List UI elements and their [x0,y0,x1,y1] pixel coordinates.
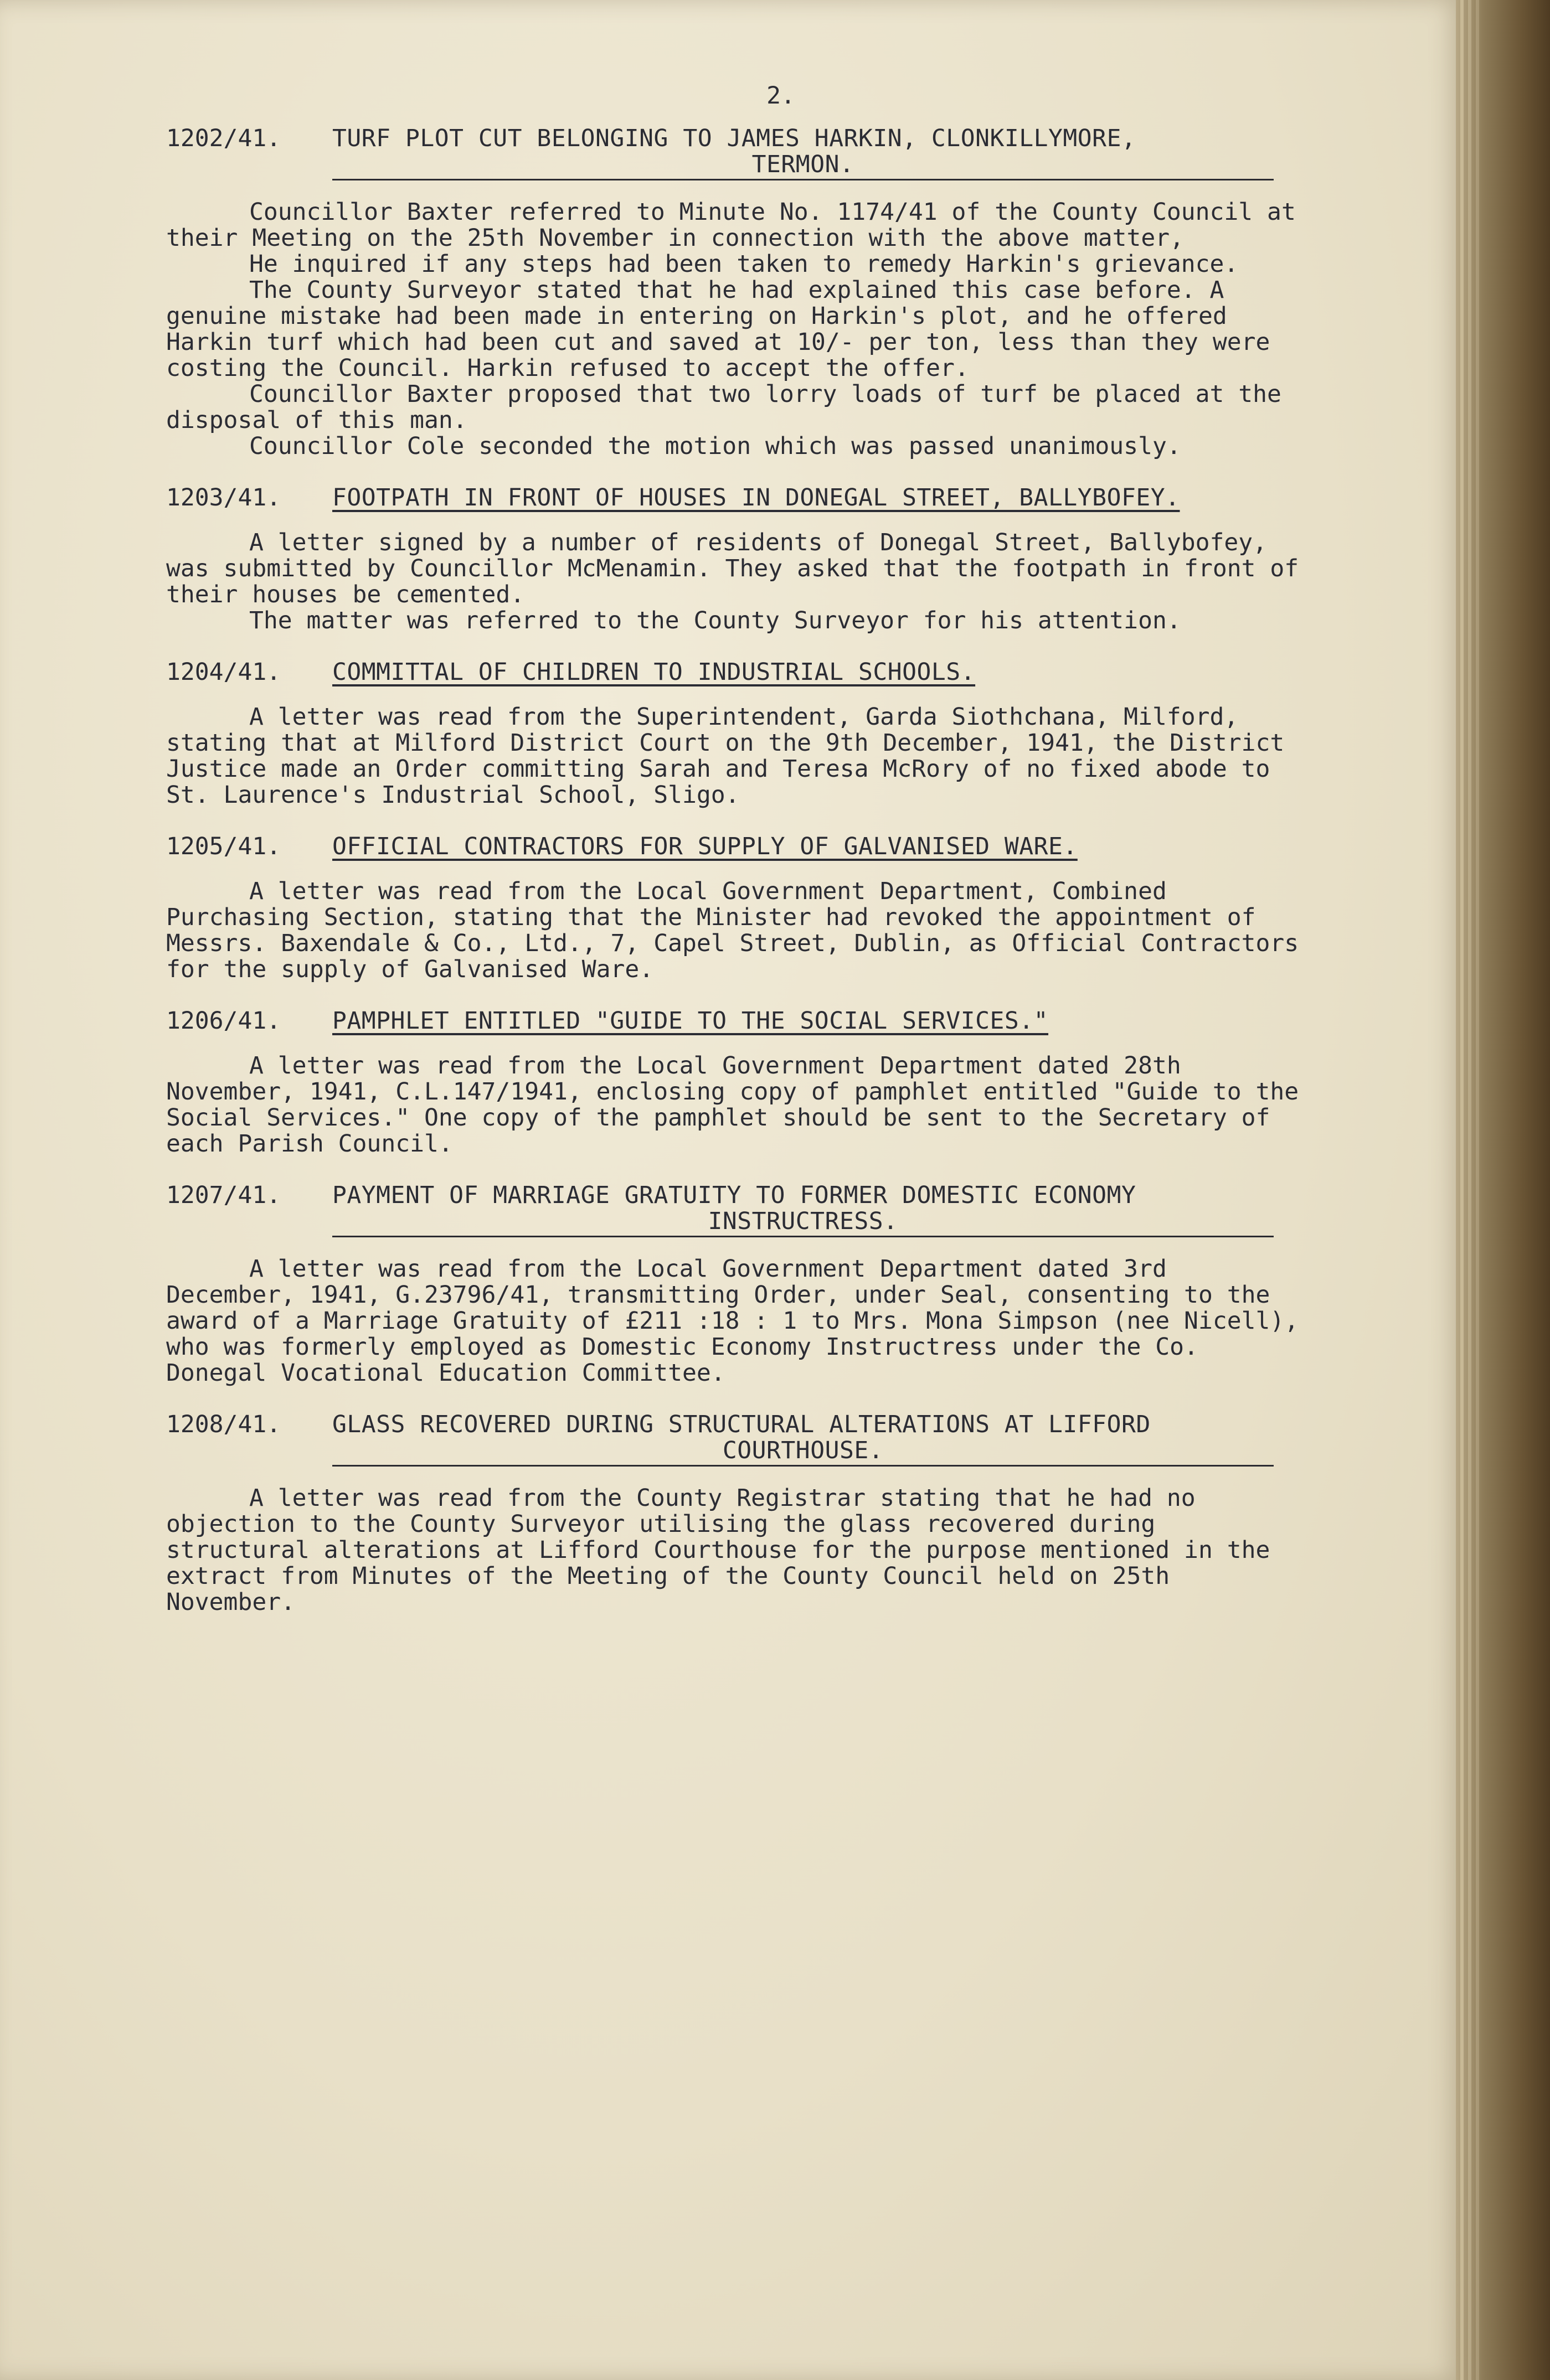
minute-item-1204 [166,659,1307,808]
minute-item-1202 [166,126,1307,460]
minute-title: FOOTPATH IN FRONT OF HOUSES IN DONEGAL STREET, BALLYBOFEY. [332,484,1180,512]
page-edge [1460,0,1464,2380]
minute-title [332,1183,1307,1237]
book-binding-edge [1456,0,1550,2380]
minute-number: 1208/41. [166,1411,281,1438]
minute-title-line2: INSTRUCTRESS. [332,1209,1274,1237]
paragraph: He inquired if any steps had been taken to remedy Harkin's grievance. [249,250,1239,278]
minute-item-1206 [166,1008,1307,1157]
paragraph: Councillor Baxter proposed that two lorry loads of turf be placed at the disposal of this man. [166,380,1281,434]
minute-item-1205 [166,834,1307,983]
minute-number: 1206/41. [166,1007,281,1035]
item-heading [166,1008,1307,1034]
minute-number: 1204/41. [166,658,281,686]
minute-title [332,1412,1307,1467]
item-heading [166,1412,1307,1467]
paragraph: A letter signed by a number of residents of Donegal Street, Ballybofey, was submitted by Councillor McMenamin. They asked that the footpath in front of their houses be cemented. [166,529,1299,608]
paragraph: The County Surveyor stated that he had explained this case before. A genuine mistake had been made in entering on Harkin's plot, and he offered Harkin turf which had been cut and saved at 10/- per ton, less than they were costing the Council. Harkin refused to accept the offer. [166,276,1270,382]
item-heading [166,659,1307,685]
page-edge [1468,0,1471,2380]
minute-number: 1202/41. [166,125,281,152]
paragraph: A letter was read from the Superintendent, Garda Siothchana, Milford, stating that at Milford District Court on the 9th December, 1941, the District Justice made an Order committing Sarah and Teresa McRory of no fixed abode to St. Laurence's Industrial School, Sligo. [166,703,1285,809]
page-number: 2. [766,82,795,110]
page-edge [1476,0,1479,2380]
minute-title [332,126,1307,180]
minute-title-line2: TERMON. [332,152,1274,180]
minute-title: OFFICIAL CONTRACTORS FOR SUPPLY OF GALVANISED WARE. [332,833,1078,860]
paragraph: Councillor Baxter referred to Minute No. 1174/41 of the County Council at their Meeting on the 25th November in connection with the above matter, [166,198,1296,252]
minute-number: 1205/41. [166,833,281,860]
minute-number: 1203/41. [166,484,281,512]
paragraph: A letter was read from the Local Government Department dated 28th November, 1941, C.L.147/1941, enclosing copy of pamphlet entitled "Guide to the Social Services." One copy of the pamphlet should be sent to the Secretary of each Parish Council. [166,1052,1299,1158]
paragraph: A letter was read from the Local Government Department, Combined Purchasing Section, stating that the Minister had revoked the appointment of Messrs. Baxendale & Co., Ltd., 7, Capel Street, Dublin, as Official Contractors for the supply of Galvanised Ware. [166,877,1299,983]
minute-item-1208 [166,1412,1307,1615]
item-heading [166,834,1307,860]
paragraph: A letter was read from the County Registrar stating that he had no objection to the County Surveyor utilising the glass recovered during structural alterations at Lifford Courthouse for the purpose mentioned in the extract from Minutes of the Meeting of the County Council held on 25th November. [166,1484,1270,1616]
minute-title-line2: COURTHOUSE. [332,1438,1274,1467]
minute-title-line1: TURF PLOT CUT BELONGING TO JAMES HARKIN, CLONKILLYMORE, [332,125,1136,152]
item-heading [166,1183,1307,1237]
item-heading [166,485,1307,511]
minutes-text [166,83,1307,1641]
minute-title: COMMITTAL OF CHILDREN TO INDUSTRIAL SCHOOLS. [332,658,976,686]
paragraph: Councillor Cole seconded the motion which was passed unanimously. [249,432,1181,460]
minute-item-1203 [166,485,1307,634]
minute-title-line1: PAYMENT OF MARRIAGE GRATUITY TO FORMER DOMESTIC ECONOMY [332,1181,1136,1209]
item-heading [166,126,1307,180]
paragraph: The matter was referred to the County Surveyor for his attention. [249,607,1181,634]
minute-item-1207 [166,1183,1307,1386]
minute-title-line1: GLASS RECOVERED DURING STRUCTURAL ALTERATIONS AT LIFFORD [332,1411,1151,1438]
minute-title: PAMPHLET ENTITLED "GUIDE TO THE SOCIAL SERVICES." [332,1007,1049,1035]
minute-number: 1207/41. [166,1181,281,1209]
paragraph: A letter was read from the Local Government Department dated 3rd December, 1941, G.23796/41, transmitting Order, under Seal, consenting to the award of a Marriage Gratuity of £211 :18 : 1 to Mrs. Mona Simpson (nee Nicell), who was formerly employed as Domestic Economy Instructress under the Co. Donegal Vocational Education Committee. [166,1255,1299,1387]
